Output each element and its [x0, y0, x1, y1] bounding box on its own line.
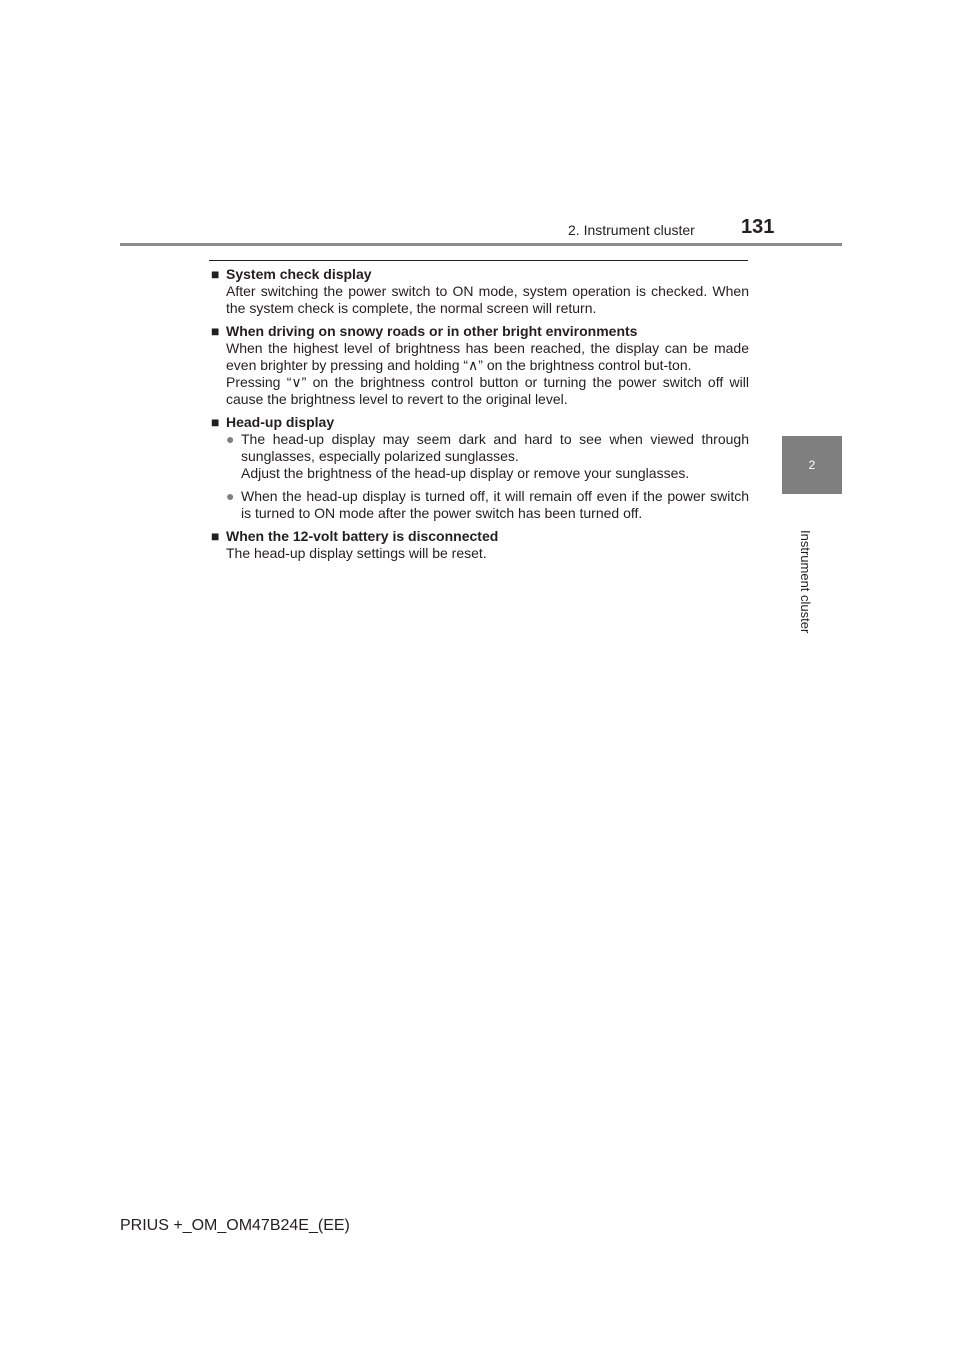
- bullet-line: Adjust the brightness of the head-up display or remove your sunglasses.: [241, 465, 690, 481]
- section-title: ■ Head-up display: [211, 414, 335, 430]
- paragraph: After switching the power switch to ON mode, system operation is checked. When the system check is complete, the normal screen will return.: [226, 283, 749, 316]
- list-item: [226, 488, 749, 522]
- paragraph: When the highest level of brightness has been reached, the display can be made even brighter by pressing and holding “∧” on the brightness control but-ton.: [226, 340, 749, 373]
- content: [211, 266, 749, 568]
- paragraph: Pressing “∨” on the brightness control button or turning the power switch off will cause the brightness level to revert to the original level.: [226, 374, 749, 407]
- square-bullet-icon: ■: [211, 528, 220, 544]
- square-bullet-icon: ■: [211, 323, 220, 339]
- section-system-check: [211, 266, 749, 317]
- list-item: [226, 431, 749, 482]
- section-snowy-roads: [211, 323, 749, 408]
- section-title: ■ When driving on snowy roads or in other bright environments: [211, 323, 638, 339]
- bullet-line: When the head-up display is turned off, it will remain off even if the power switch is turned to ON mode after the power switch has been turned off.: [241, 488, 749, 521]
- circle-bullet-icon: ●: [226, 431, 235, 447]
- section-title: ■ When the 12-volt battery is disconnected: [211, 528, 499, 544]
- section-battery-disconnected: [211, 528, 749, 562]
- section-title: ■ System check display: [211, 266, 372, 282]
- square-bullet-icon: ■: [211, 266, 220, 282]
- chapter-label: 2. Instrument cluster: [568, 222, 695, 238]
- footer-doc-id: PRIUS +_OM_OM47B24E_(EE): [120, 1217, 350, 1234]
- bullet-line: The head-up display may seem dark and hard to see when viewed through sunglasses, especially polarized sunglasses.: [241, 431, 749, 464]
- square-bullet-icon: ■: [211, 414, 220, 430]
- side-tab-title: Instrument cluster: [798, 530, 813, 634]
- header-rule: [120, 243, 842, 246]
- page-number: 131: [741, 216, 775, 238]
- side-tab-number: 2: [782, 436, 842, 494]
- circle-bullet-icon: ●: [226, 488, 235, 504]
- section-head-up-display: [211, 414, 749, 522]
- section-rule: [209, 260, 748, 261]
- paragraph: The head-up display settings will be reset.: [226, 545, 487, 561]
